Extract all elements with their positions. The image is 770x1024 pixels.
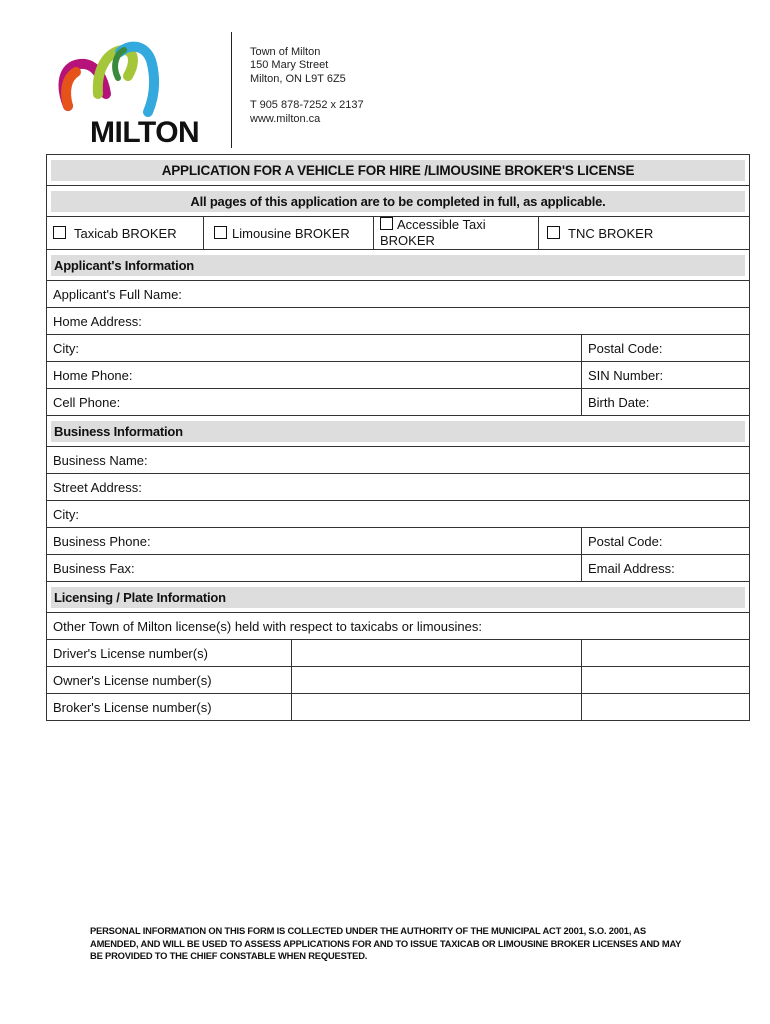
- brokers-license-input-1[interactable]: [292, 694, 582, 721]
- business-street-field[interactable]: Street Address:: [47, 474, 750, 501]
- tnc-broker-option[interactable]: [539, 217, 750, 250]
- drivers-license-input-1[interactable]: [292, 640, 582, 667]
- business-phone-field[interactable]: Business Phone:: [47, 528, 582, 555]
- applicant-full-name-field[interactable]: Applicant's Full Name:: [47, 281, 750, 308]
- home-phone-field[interactable]: Home Phone:: [47, 362, 582, 389]
- brokers-license-label: Broker's License number(s): [47, 694, 292, 721]
- form-subtitle: All pages of this application are to be completed in full, as applicable.: [51, 191, 745, 212]
- website-link[interactable]: www.milton.ca: [250, 112, 321, 125]
- milton-logo: [58, 36, 214, 154]
- business-section-header: [47, 416, 750, 447]
- form-subtitle-row: [47, 186, 750, 217]
- licensing-section-title: Licensing / Plate Information: [51, 587, 745, 608]
- drivers-license-label: Driver's License number(s): [47, 640, 292, 667]
- owners-license-input-2[interactable]: [582, 667, 750, 694]
- accessible-taxi-broker-checkbox[interactable]: [380, 217, 393, 230]
- brokers-license-input-2[interactable]: [582, 694, 750, 721]
- owners-license-input-1[interactable]: [292, 667, 582, 694]
- accessible-taxi-broker-label: Accessible Taxi BROKER: [380, 217, 486, 248]
- address-block: [250, 46, 364, 126]
- applicant-postal-code-field[interactable]: Postal Code:: [582, 335, 750, 362]
- business-fax-field[interactable]: Business Fax:: [47, 555, 582, 582]
- taxicab-broker-label: Taxicab BROKER: [74, 225, 177, 241]
- licensing-section-header: [47, 582, 750, 613]
- city-postal: Milton, ON L9T 6Z5: [250, 72, 346, 85]
- applicant-section-title: Applicant's Information: [51, 255, 745, 276]
- limousine-broker-label: Limousine BROKER: [232, 225, 350, 241]
- applicant-section-header: [47, 250, 750, 281]
- business-postal-code-field[interactable]: Postal Code:: [582, 528, 750, 555]
- tnc-broker-label: TNC BROKER: [568, 225, 654, 241]
- other-licenses-field[interactable]: Other Town of Milton license(s) held with respect to taxicabs or limousines:: [47, 613, 750, 640]
- limousine-broker-checkbox[interactable]: [214, 226, 227, 239]
- drivers-license-input-2[interactable]: [582, 640, 750, 667]
- logo-wordmark: MILTON: [90, 116, 200, 149]
- home-address-field[interactable]: Home Address:: [47, 308, 750, 335]
- taxicab-broker-option[interactable]: [47, 217, 204, 250]
- owners-license-label: Owner's License number(s): [47, 667, 292, 694]
- business-name-field[interactable]: Business Name:: [47, 447, 750, 474]
- accessible-taxi-broker-option[interactable]: [374, 217, 539, 250]
- cell-phone-field[interactable]: Cell Phone:: [47, 389, 582, 416]
- birth-date-field[interactable]: Birth Date:: [582, 389, 750, 416]
- email-address-field[interactable]: Email Address:: [582, 555, 750, 582]
- sin-number-field[interactable]: SIN Number:: [582, 362, 750, 389]
- business-city-field[interactable]: City:: [47, 501, 750, 528]
- form-title-row: [47, 155, 750, 186]
- privacy-notice: PERSONAL INFORMATION ON THIS FORM IS COLLECTED UNDER THE AUTHORITY OF THE MUNICIPAL ACT 2001, S.O. 2001, AS AMENDED, AND WILL BE USED TO ASSESS APPLICATIONS FOR AND TO ISSUE TAXICAB OR LIMOUSINE BROKER LICENSES AND MAY BE PROVIDED TO THE CHIEF CONSTABLE WHEN REQUESTED.: [90, 925, 682, 961]
- phone-number: T 905 878-7252 x 2137: [250, 99, 364, 112]
- application-form: [46, 154, 750, 721]
- header-divider: [231, 32, 232, 148]
- taxicab-broker-checkbox[interactable]: [53, 226, 66, 239]
- business-section-title: Business Information: [51, 421, 745, 442]
- street-address: 150 Mary Street: [250, 59, 329, 72]
- applicant-city-field[interactable]: City:: [47, 335, 582, 362]
- limousine-broker-option[interactable]: [204, 217, 374, 250]
- form-title: APPLICATION FOR A VEHICLE FOR HIRE /LIMOUSINE BROKER'S LICENSE: [51, 160, 745, 181]
- org-name: Town of Milton: [250, 46, 321, 58]
- tnc-broker-checkbox[interactable]: [547, 226, 560, 239]
- milton-logo-mark: [58, 36, 214, 118]
